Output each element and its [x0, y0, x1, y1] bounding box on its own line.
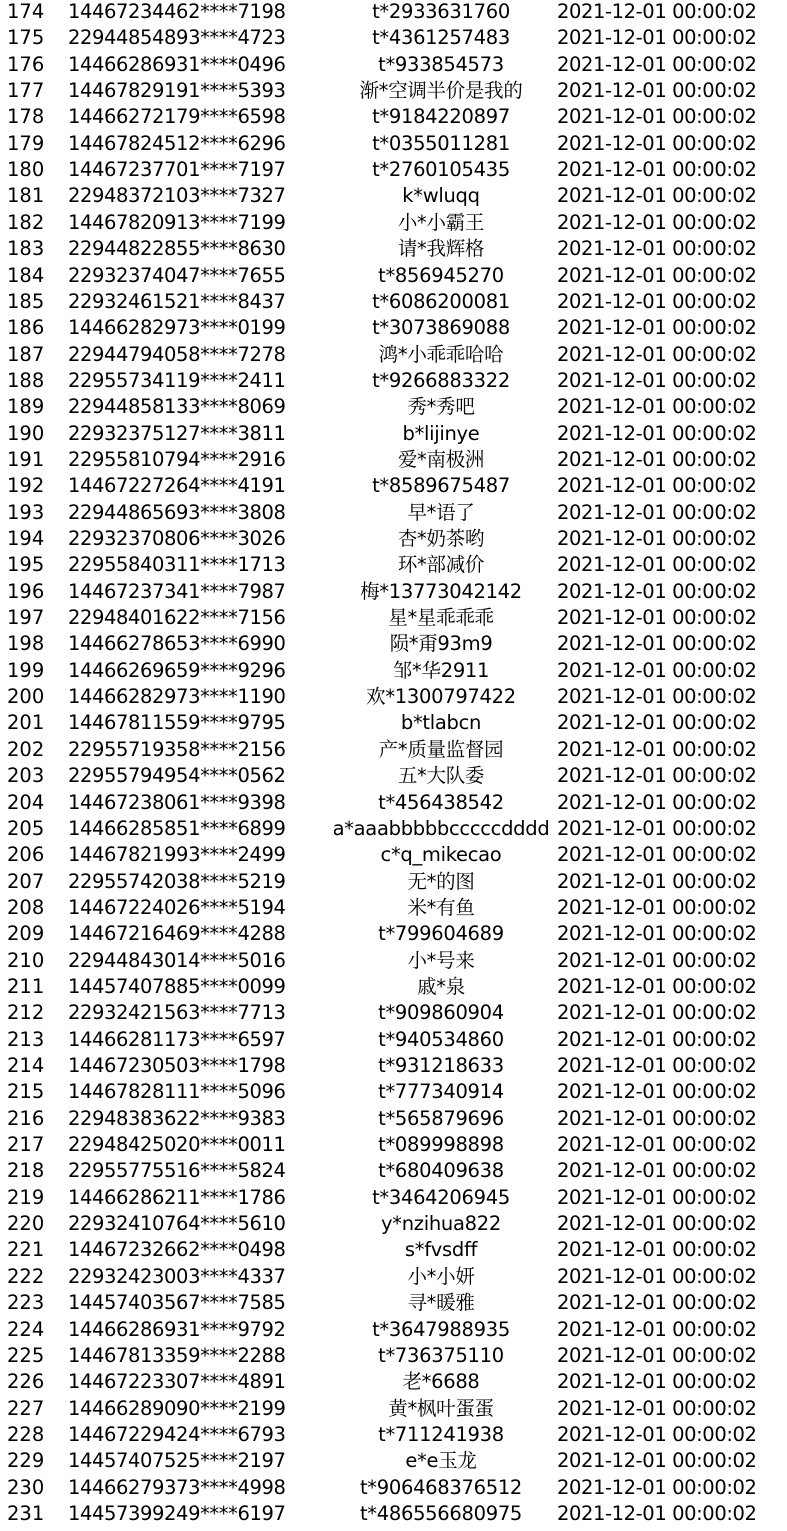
user-name: y*nzihua822	[381, 1212, 501, 1236]
table-row	[0, 1501, 787, 1527]
timestamp: 2021-12-01 00:00:02	[557, 395, 757, 419]
row-index: 202	[7, 737, 45, 761]
table-row	[0, 869, 787, 895]
order-number: 22944843014****5016	[68, 948, 286, 972]
table-row	[0, 948, 787, 974]
order-number: 14466269659****9296	[68, 658, 286, 682]
order-number: 14467829191****5393	[68, 79, 286, 103]
row-index: 214	[7, 1054, 45, 1077]
row-index: 208	[7, 895, 45, 919]
timestamp: 2021-12-01 00:00:02	[557, 527, 757, 550]
user-name: t*909860904	[378, 1001, 504, 1025]
order-number: 22944854893****4723	[68, 26, 286, 50]
user-name: t*089998898	[378, 1133, 504, 1157]
order-number: 14466289090****2199	[68, 1396, 286, 1420]
row-index: 179	[7, 131, 45, 155]
order-number: 14457407525****2197	[68, 1449, 286, 1473]
timestamp: 2021-12-01 00:00:02	[557, 0, 757, 23]
order-number: 22948425020****0011	[68, 1133, 286, 1157]
user-name: t*565879696	[378, 1106, 504, 1130]
table-row	[0, 552, 787, 578]
row-index: 213	[7, 1027, 45, 1051]
order-number: 22948383622****9383	[68, 1106, 286, 1130]
row-index: 204	[7, 790, 45, 814]
order-number: 14457403567****7585	[68, 1291, 286, 1315]
table-row	[0, 500, 787, 526]
row-index: 231	[7, 1501, 45, 1525]
row-index: 188	[7, 368, 45, 392]
order-number: 22944794058****7278	[68, 342, 286, 366]
order-number: 22955794954****0562	[68, 764, 286, 788]
table-row	[0, 25, 787, 51]
table-row	[0, 1000, 787, 1026]
timestamp: 2021-12-01 00:00:02	[557, 289, 757, 313]
timestamp: 2021-12-01 00:00:02	[557, 764, 757, 788]
user-name: b*lijinye	[402, 421, 480, 445]
user-name: e*e玉龙	[405, 1449, 477, 1473]
order-number: 14466286931****0496	[68, 52, 286, 76]
row-index: 224	[7, 1317, 45, 1341]
timestamp: 2021-12-01 00:00:02	[557, 1212, 757, 1236]
row-index: 189	[7, 395, 45, 419]
timestamp: 2021-12-01 00:00:02	[557, 1475, 757, 1499]
user-name: 老*6688	[402, 1370, 480, 1394]
user-name: 杏*奶茶哟	[397, 527, 485, 550]
table-row	[0, 1396, 787, 1422]
user-name: 星*星乖乖乖	[388, 606, 494, 630]
table-row	[0, 842, 787, 868]
row-index: 212	[7, 1001, 45, 1025]
user-name: t*777340914	[378, 1080, 504, 1104]
order-number: 22932461521****8437	[68, 289, 286, 313]
table-row	[0, 1079, 787, 1105]
user-name: c*q_mikecao	[380, 843, 502, 867]
timestamp: 2021-12-01 00:00:02	[557, 210, 757, 234]
row-index: 200	[7, 685, 45, 709]
timestamp: 2021-12-01 00:00:02	[557, 1291, 757, 1315]
table-row	[0, 1290, 787, 1316]
order-number: 14466282973****0199	[68, 316, 286, 340]
timestamp: 2021-12-01 00:00:02	[557, 1159, 757, 1183]
order-number: 14467234462****7198	[68, 0, 286, 23]
timestamp: 2021-12-01 00:00:02	[557, 342, 757, 366]
order-number: 22955840311****1713	[68, 553, 286, 577]
user-name: 鸿*小乖乖哈哈	[378, 342, 504, 366]
row-index: 222	[7, 1264, 45, 1288]
row-index: 180	[7, 158, 45, 182]
user-name: t*931218633	[378, 1054, 504, 1077]
order-number: 22955734119****2411	[68, 368, 286, 392]
row-index: 230	[7, 1475, 45, 1499]
user-name: t*4361257483	[372, 26, 510, 50]
user-name: 产*质量监督园	[378, 737, 504, 761]
row-index: 175	[7, 26, 45, 50]
table-row	[0, 421, 787, 447]
table-row	[0, 790, 787, 816]
user-name: s*fvsdff	[404, 1238, 478, 1262]
order-number: 22932423003****4337	[68, 1264, 286, 1288]
user-name: t*933854573	[378, 52, 504, 76]
order-number: 14467824512****6296	[68, 131, 286, 155]
table-row	[0, 473, 787, 499]
user-name: t*3464206945	[372, 1185, 510, 1209]
order-number: 14466279373****4998	[68, 1475, 286, 1499]
order-number: 14457407885****0099	[68, 974, 286, 998]
row-index: 193	[7, 500, 45, 524]
user-name: 欢*1300797422	[366, 685, 516, 709]
table-row	[0, 579, 787, 605]
order-number: 14466286211****1786	[68, 1185, 286, 1209]
user-name: 小*号来	[407, 948, 475, 972]
row-index: 194	[7, 527, 45, 550]
order-number: 14467224026****5194	[68, 895, 286, 919]
timestamp: 2021-12-01 00:00:02	[557, 869, 757, 893]
table-row	[0, 1475, 787, 1501]
user-name: t*456438542	[378, 790, 504, 814]
user-name: t*2760105435	[372, 158, 510, 182]
user-name: 小*小霸王	[397, 210, 485, 234]
user-name: 米*有鱼	[407, 895, 475, 919]
order-number: 22932421563****7713	[68, 1001, 286, 1025]
table-row	[0, 816, 787, 842]
user-name: t*799604689	[378, 922, 504, 946]
user-name: 小*小妍	[407, 1264, 475, 1288]
timestamp: 2021-12-01 00:00:02	[557, 1080, 757, 1104]
order-number: 14467811559****9795	[68, 711, 286, 735]
row-index: 178	[7, 105, 45, 129]
order-number: 14467223307****4891	[68, 1370, 286, 1394]
timestamp: 2021-12-01 00:00:02	[557, 52, 757, 76]
table-row	[0, 1132, 787, 1158]
user-name: 邹*华2911	[392, 658, 490, 682]
timestamp: 2021-12-01 00:00:02	[557, 26, 757, 50]
timestamp: 2021-12-01 00:00:02	[557, 816, 757, 840]
table-row	[0, 605, 787, 631]
user-name: 陨*甭93m9	[389, 632, 493, 656]
row-index: 191	[7, 447, 45, 471]
timestamp: 2021-12-01 00:00:02	[557, 1133, 757, 1157]
order-number: 14466286931****9792	[68, 1317, 286, 1341]
user-name: k*wluqq	[402, 184, 480, 208]
row-index: 201	[7, 711, 45, 735]
timestamp: 2021-12-01 00:00:02	[557, 1317, 757, 1341]
user-name: t*736375110	[378, 1343, 504, 1367]
table-row	[0, 1422, 787, 1448]
timestamp: 2021-12-01 00:00:02	[557, 368, 757, 392]
user-name: t*906468376512	[359, 1475, 523, 1499]
order-number: 14466285851****6899	[68, 816, 286, 840]
table-row	[0, 78, 787, 104]
row-index: 225	[7, 1343, 45, 1367]
timestamp: 2021-12-01 00:00:02	[557, 632, 757, 656]
order-number: 22932374047****7655	[68, 263, 286, 287]
user-name: t*486556680975	[359, 1501, 523, 1525]
order-number: 22955775516****5824	[68, 1159, 286, 1183]
table-row	[0, 1185, 787, 1211]
timestamp: 2021-12-01 00:00:02	[557, 1238, 757, 1262]
timestamp: 2021-12-01 00:00:02	[557, 105, 757, 129]
order-number: 22944822855****8630	[68, 237, 286, 261]
user-name: t*711241938	[378, 1422, 504, 1446]
table-row	[0, 394, 787, 420]
order-number: 14467230503****1798	[68, 1054, 286, 1077]
user-name: 秀*秀吧	[407, 395, 475, 419]
user-name: a*aaabbbbbcccccdddd	[332, 816, 550, 840]
table-row	[0, 921, 787, 947]
row-index: 197	[7, 606, 45, 630]
row-index: 210	[7, 948, 45, 972]
timestamp: 2021-12-01 00:00:02	[557, 158, 757, 182]
timestamp: 2021-12-01 00:00:02	[557, 553, 757, 577]
row-index: 207	[7, 869, 45, 893]
row-index: 226	[7, 1370, 45, 1394]
row-index: 199	[7, 658, 45, 682]
timestamp: 2021-12-01 00:00:02	[557, 948, 757, 972]
order-number: 22955742038****5219	[68, 869, 286, 893]
user-name: t*9184220897	[372, 105, 510, 129]
order-number: 14467227264****4191	[68, 474, 286, 498]
timestamp: 2021-12-01 00:00:02	[557, 843, 757, 867]
table-row	[0, 236, 787, 262]
timestamp: 2021-12-01 00:00:02	[557, 711, 757, 735]
row-index: 203	[7, 764, 45, 788]
order-number: 22955719358****2156	[68, 737, 286, 761]
user-name: t*3647988935	[372, 1317, 510, 1341]
table-row	[0, 1053, 787, 1079]
timestamp: 2021-12-01 00:00:02	[557, 237, 757, 261]
table-row	[0, 315, 787, 341]
row-index: 195	[7, 553, 45, 577]
row-index: 187	[7, 342, 45, 366]
user-name: 爱*南极洲	[397, 447, 485, 471]
table-row	[0, 1448, 787, 1474]
row-index: 186	[7, 316, 45, 340]
row-index: 216	[7, 1106, 45, 1130]
user-name: 五*大队委	[397, 764, 485, 788]
table-row	[0, 1343, 787, 1369]
row-index: 206	[7, 843, 45, 867]
timestamp: 2021-12-01 00:00:02	[557, 500, 757, 524]
row-index: 174	[7, 0, 45, 23]
timestamp: 2021-12-01 00:00:02	[557, 79, 757, 103]
table-row	[0, 737, 787, 763]
user-name: t*856945270	[378, 263, 504, 287]
row-index: 227	[7, 1396, 45, 1420]
table-row	[0, 1264, 787, 1290]
table-row	[0, 342, 787, 368]
order-number: 22955810794****2916	[68, 447, 286, 471]
order-number: 22932410764****5610	[68, 1212, 286, 1236]
timestamp: 2021-12-01 00:00:02	[557, 685, 757, 709]
user-name: 请*我辉格	[397, 237, 485, 261]
user-name: t*940534860	[378, 1027, 504, 1051]
table-row	[0, 1369, 787, 1395]
row-index: 221	[7, 1238, 45, 1262]
timestamp: 2021-12-01 00:00:02	[557, 606, 757, 630]
timestamp: 2021-12-01 00:00:02	[557, 447, 757, 471]
timestamp: 2021-12-01 00:00:02	[557, 1370, 757, 1394]
row-index: 196	[7, 579, 45, 603]
user-name: t*2933631760	[372, 0, 510, 23]
row-index: 219	[7, 1185, 45, 1209]
user-name: t*9266883322	[372, 368, 510, 392]
timestamp: 2021-12-01 00:00:02	[557, 1264, 757, 1288]
table-row	[0, 52, 787, 78]
timestamp: 2021-12-01 00:00:02	[557, 1449, 757, 1473]
table-row	[0, 1027, 787, 1053]
timestamp: 2021-12-01 00:00:02	[557, 131, 757, 155]
table-row	[0, 1211, 787, 1237]
timestamp: 2021-12-01 00:00:02	[557, 895, 757, 919]
timestamp: 2021-12-01 00:00:02	[557, 1027, 757, 1051]
table-row	[0, 157, 787, 183]
table-row	[0, 658, 787, 684]
table-row	[0, 263, 787, 289]
order-number: 14467238061****9398	[68, 790, 286, 814]
row-index: 211	[7, 974, 45, 998]
table-row	[0, 368, 787, 394]
timestamp: 2021-12-01 00:00:02	[557, 1422, 757, 1446]
user-name: 环*部减价	[397, 553, 485, 577]
row-index: 217	[7, 1133, 45, 1157]
timestamp: 2021-12-01 00:00:02	[557, 421, 757, 445]
order-number: 14467813359****2288	[68, 1343, 286, 1367]
table-row	[0, 974, 787, 1000]
timestamp: 2021-12-01 00:00:02	[557, 263, 757, 287]
table-row	[0, 710, 787, 736]
timestamp: 2021-12-01 00:00:02	[557, 1501, 757, 1525]
row-index: 223	[7, 1291, 45, 1315]
user-name: t*3073869088	[372, 316, 510, 340]
user-name: t*8589675487	[372, 474, 510, 498]
row-index: 218	[7, 1159, 45, 1183]
timestamp: 2021-12-01 00:00:02	[557, 316, 757, 340]
row-index: 190	[7, 421, 45, 445]
row-index: 183	[7, 237, 45, 261]
row-index: 229	[7, 1449, 45, 1473]
order-number: 14466282973****1190	[68, 685, 286, 709]
timestamp: 2021-12-01 00:00:02	[557, 658, 757, 682]
user-name: 渐*空调半价是我的	[359, 79, 523, 103]
timestamp: 2021-12-01 00:00:02	[557, 1185, 757, 1209]
table-row	[0, 684, 787, 710]
table-row	[0, 183, 787, 209]
row-index: 181	[7, 184, 45, 208]
order-number: 14467229424****6793	[68, 1422, 286, 1446]
user-name: b*tlabcn	[400, 711, 482, 735]
order-number: 14467216469****4288	[68, 922, 286, 946]
user-name: 无*的图	[407, 869, 475, 893]
order-number: 22944865693****3808	[68, 500, 286, 524]
timestamp: 2021-12-01 00:00:02	[557, 1343, 757, 1367]
timestamp: 2021-12-01 00:00:02	[557, 737, 757, 761]
row-index: 205	[7, 816, 45, 840]
row-index: 192	[7, 474, 45, 498]
user-name: 黄*枫叶蛋蛋	[388, 1396, 494, 1420]
timestamp: 2021-12-01 00:00:02	[557, 790, 757, 814]
order-number: 14457399249****6197	[68, 1501, 286, 1525]
table-row	[0, 210, 787, 236]
timestamp: 2021-12-01 00:00:02	[557, 1054, 757, 1077]
table-row	[0, 131, 787, 157]
timestamp: 2021-12-01 00:00:02	[557, 474, 757, 498]
table-row	[0, 1237, 787, 1263]
table-row	[0, 763, 787, 789]
row-index: 228	[7, 1422, 45, 1446]
order-number: 14466278653****6990	[68, 632, 286, 656]
order-number: 14466281173****6597	[68, 1027, 286, 1051]
order-number: 14466272179****6598	[68, 105, 286, 129]
table-row	[0, 447, 787, 473]
row-index: 184	[7, 263, 45, 287]
table-row	[0, 1158, 787, 1184]
order-number: 14467237701****7197	[68, 158, 286, 182]
user-name: 寻*暖雅	[407, 1291, 475, 1315]
timestamp: 2021-12-01 00:00:02	[557, 1001, 757, 1025]
timestamp: 2021-12-01 00:00:02	[557, 974, 757, 998]
order-number: 14467828111****5096	[68, 1080, 286, 1104]
row-index: 185	[7, 289, 45, 313]
order-number: 14467237341****7987	[68, 579, 286, 603]
table-row	[0, 895, 787, 921]
table-row	[0, 1106, 787, 1132]
row-index: 209	[7, 922, 45, 946]
user-name: 梅*13773042142	[360, 579, 522, 603]
order-number: 22944858133****8069	[68, 395, 286, 419]
order-number: 14467820913****7199	[68, 210, 286, 234]
user-name: t*680409638	[378, 1159, 504, 1183]
order-number: 14467232662****0498	[68, 1238, 286, 1262]
row-index: 176	[7, 52, 45, 76]
order-number: 22948372103****7327	[68, 184, 286, 208]
timestamp: 2021-12-01 00:00:02	[557, 922, 757, 946]
timestamp: 2021-12-01 00:00:02	[557, 184, 757, 208]
timestamp: 2021-12-01 00:00:02	[557, 1106, 757, 1130]
order-number: 22932375127****3811	[68, 421, 286, 445]
order-number: 22932370806****3026	[68, 527, 286, 550]
row-index: 182	[7, 210, 45, 234]
table-row	[0, 1317, 787, 1343]
table-row	[0, 104, 787, 130]
order-number: 22948401622****7156	[68, 606, 286, 630]
user-name: 早*语了	[407, 500, 475, 524]
table-row	[0, 289, 787, 315]
row-index: 198	[7, 632, 45, 656]
table-row	[0, 0, 787, 25]
table-row	[0, 526, 787, 552]
row-index: 220	[7, 1212, 45, 1236]
row-index: 177	[7, 79, 45, 103]
user-name: t*6086200081	[372, 289, 510, 313]
user-name: t*0355011281	[372, 131, 510, 155]
row-index: 215	[7, 1080, 45, 1104]
timestamp: 2021-12-01 00:00:02	[557, 579, 757, 603]
timestamp: 2021-12-01 00:00:02	[557, 1396, 757, 1420]
table-row	[0, 631, 787, 657]
order-number: 14467821993****2499	[68, 843, 286, 867]
user-name: 戚*泉	[417, 974, 465, 998]
